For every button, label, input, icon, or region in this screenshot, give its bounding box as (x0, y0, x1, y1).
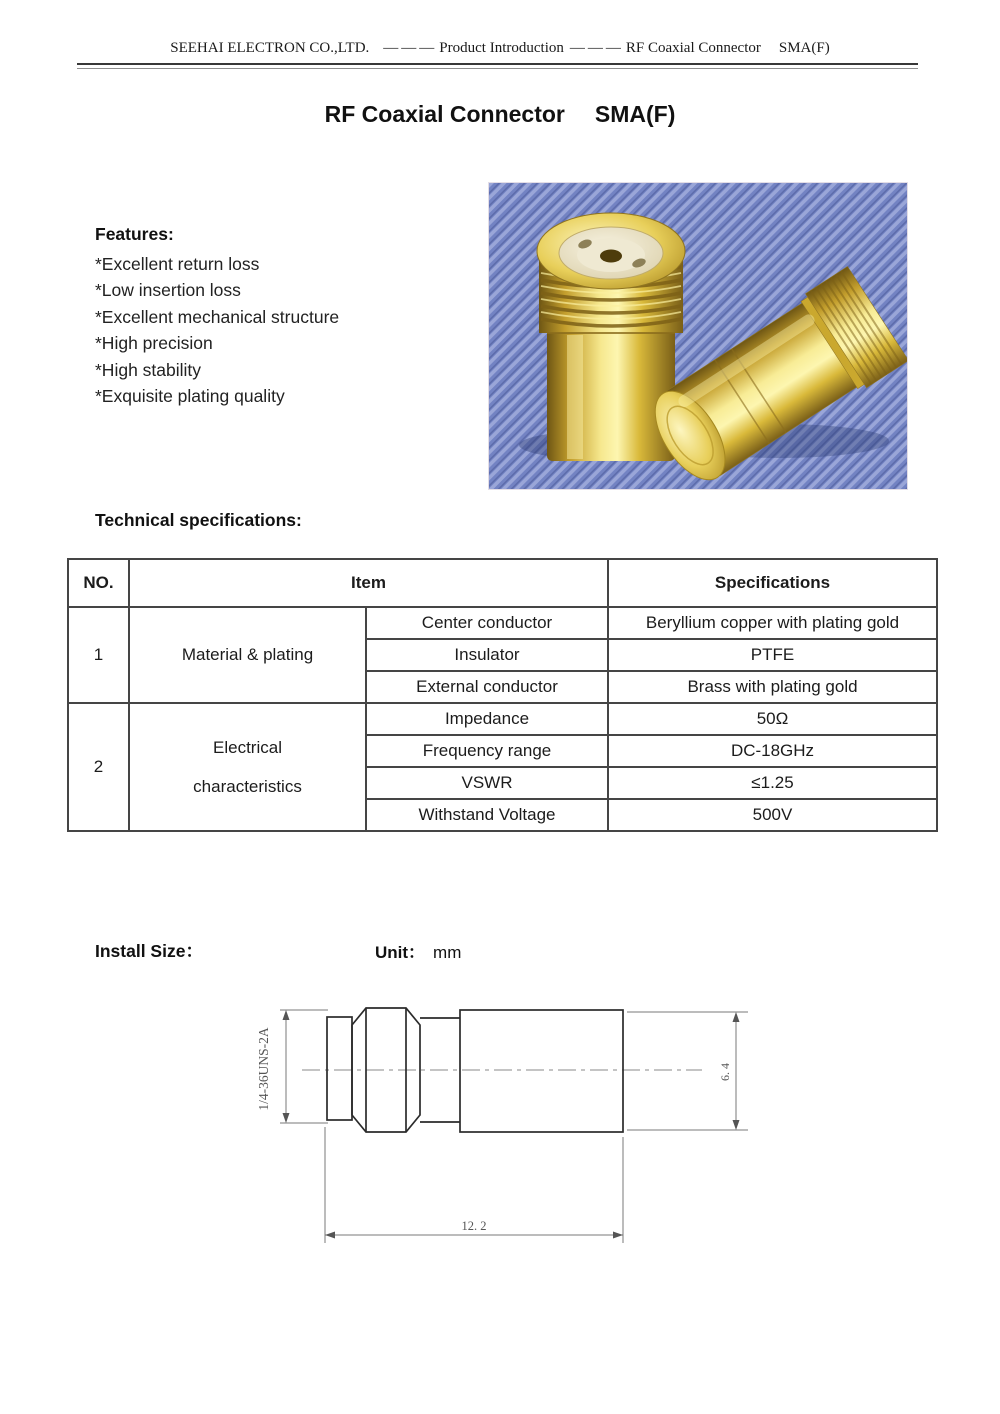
unit-note (375, 938, 461, 963)
header-dashes: ——— (383, 40, 438, 56)
header-double-rule (77, 63, 918, 69)
spec-item-cell: Frequency range (366, 735, 608, 767)
drawing-length-label: 12. 2 (461, 1219, 487, 1233)
spec-value-cell: Brass with plating gold (608, 671, 937, 703)
header-dashes: ——— (569, 40, 624, 56)
features-heading: Features: (95, 224, 174, 244)
feature-item: *Exquisite plating quality (95, 386, 285, 407)
header-company: SEEHAI ELECTRON CO.,LTD. (170, 40, 370, 56)
install-size-heading: Install Size： (95, 941, 203, 961)
spec-value-cell: PTFE (608, 639, 937, 671)
spec-value-cell: ≤1.25 (608, 767, 937, 799)
drawing-diameter-label: 6. 4 (718, 1063, 732, 1081)
tech-specs-heading: Technical specifications: (95, 510, 302, 530)
title-model: SMA(F) (594, 101, 676, 127)
product-photo (488, 182, 908, 490)
table-row (68, 703, 937, 735)
header-doc-type: Product Introduction (439, 40, 564, 56)
doc-header (0, 40, 1000, 57)
features-list (95, 251, 485, 409)
spec-item-cell: External conductor (366, 671, 608, 703)
spec-item-cell: Withstand Voltage (366, 799, 608, 831)
table-header-row (68, 559, 937, 607)
group-item-label: Electrical characteristics (193, 738, 302, 796)
spec-table (67, 558, 936, 832)
header-model: SMA(F) (778, 40, 830, 56)
spec-item-cell: Insulator (366, 639, 608, 671)
install-drawing (240, 985, 760, 1255)
spec-item-cell: VSWR (366, 767, 608, 799)
header-product: RF Coaxial Connector (625, 40, 761, 56)
feature-item: *Excellent return loss (95, 254, 260, 274)
drawing-thread-label: 1/4-36UNS-2A (256, 1027, 271, 1111)
unit-label: Unit： (375, 943, 426, 962)
feature-item: *High stability (95, 359, 202, 380)
table-row (68, 607, 937, 639)
spec-item-cell: Impedance (366, 703, 608, 735)
group-no: 2 (68, 703, 129, 831)
drawing-dimensions (280, 1010, 748, 1243)
col-header-spec: Specifications (608, 559, 937, 607)
drawing-arrowheads (283, 1010, 740, 1239)
spec-value-cell: DC-18GHz (608, 735, 937, 767)
title-main: RF Coaxial Connector (324, 101, 565, 127)
group-item: Material & plating (129, 607, 366, 703)
spec-value-cell: 500V (608, 799, 937, 831)
group-item (129, 703, 366, 831)
feature-item: *Low insertion loss (95, 280, 241, 301)
group-no: 1 (68, 607, 129, 703)
col-header-item: Item (129, 559, 608, 607)
features-section (95, 224, 485, 409)
feature-item: *High precision (95, 333, 213, 354)
spec-value-cell: 50Ω (608, 703, 937, 735)
feature-item: *Excellent mechanical structure (95, 306, 340, 327)
col-header-no: NO. (68, 559, 129, 607)
unit-value: mm (433, 943, 462, 962)
spec-value-cell: Beryllium copper with plating gold (608, 607, 937, 639)
spec-item-cell: Center conductor (366, 607, 608, 639)
page-title (0, 101, 1000, 128)
